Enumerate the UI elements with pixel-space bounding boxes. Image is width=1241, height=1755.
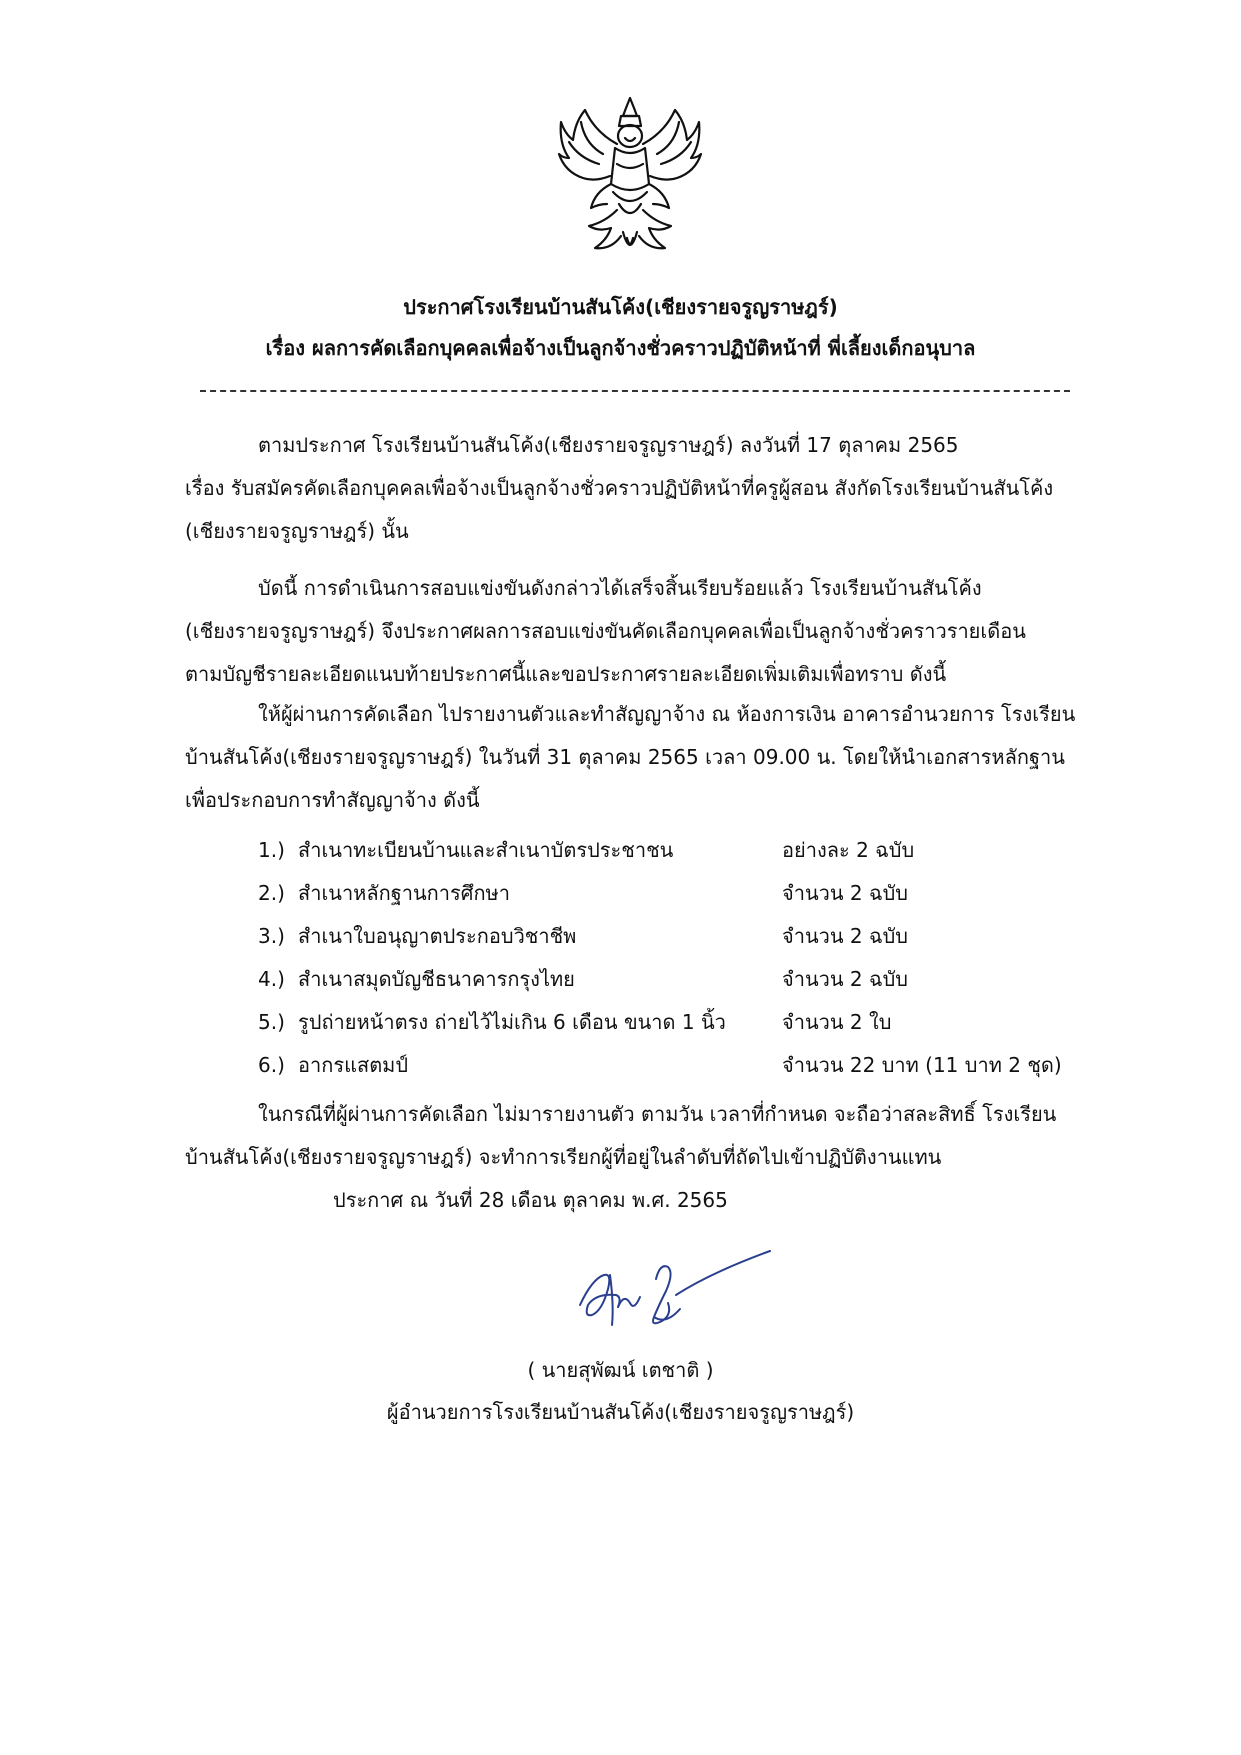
list-item-text: สำเนาหลักฐานการศึกษา	[298, 881, 510, 905]
list-item-text: อากรแสตมป์	[298, 1053, 409, 1077]
list-item-quantity: จำนวน 22 บาท (11 บาท 2 ชุด)	[782, 1053, 1062, 1077]
list-item-text: สำเนาใบอนุญาตประกอบวิชาชีพ	[298, 924, 577, 948]
list-item-quantity: จำนวน 2 ฉบับ	[782, 967, 908, 991]
paragraph-forfeit-notice	[185, 1093, 1085, 1179]
signer-position: ผู้อำนวยการโรงเรียนบ้านสันโค้ง(เชียงรายจรูญราษฎร์)	[386, 1400, 855, 1424]
paragraph-line: เพื่อประกอบการทำสัญญาจ้าง ดังนี้	[185, 788, 480, 812]
paragraph-line: บ้านสันโค้ง(เชียงรายจรูญราษฎร์) ในวันที่ 31 ตุลาคม 2565 เวลา 09.00 น. โดยให้นำเอกสารหลักฐาน	[185, 745, 1065, 769]
paragraph-line: ในกรณีที่ผู้ผ่านการคัดเลือก ไม่มารายงานตัว ตามวัน เวลาที่กำหนด จะถือว่าสละสิทธิ์ โรงเรียน	[258, 1102, 1057, 1126]
list-item	[258, 915, 1088, 958]
paragraph-line: เรื่อง รับสมัครคัดเลือกบุคคลเพื่อจ้างเป็นลูกจ้างชั่วคราวปฏิบัติหน้าที่ครูผู้สอน สังกัดโรงเรียนบ้านสันโค้ง	[185, 476, 1054, 500]
paragraph-line: ตามประกาศ โรงเรียนบ้านสันโค้ง(เชียงรายจรูญราษฎร์) ลงวันที่ 17 ตุลาคม 2565	[258, 433, 959, 457]
garuda-emblem-icon	[555, 92, 705, 262]
paragraph-report-instructions	[185, 693, 1085, 822]
list-item-number: 4.)	[258, 967, 285, 991]
announcement-subject: เรื่อง ผลการคัดเลือกบุคคลเพื่อจ้างเป็นลูกจ้างชั่วคราวปฏิบัติหน้าที่ พี่เลี้ยงเด็กอนุบาล	[265, 336, 976, 360]
list-item	[258, 958, 1088, 1001]
paragraph-line: ให้ผู้ผ่านการคัดเลือก ไปรายงานตัวและทำสัญญาจ้าง ณ ห้องการเงิน อาคารอำนวยการ โรงเรียน	[258, 702, 1076, 726]
list-item-quantity: จำนวน 2 ใบ	[782, 1010, 892, 1034]
required-documents-list	[258, 829, 1088, 1087]
list-item	[258, 872, 1088, 915]
announcement-date: ประกาศ ณ วันที่ 28 เดือน ตุลาคม พ.ศ. 2565	[333, 1188, 728, 1212]
paragraph-reference	[185, 424, 1085, 553]
list-item	[258, 1001, 1088, 1044]
list-item-quantity: อย่างละ 2 ฉบับ	[782, 838, 915, 862]
handwritten-signature	[570, 1245, 780, 1340]
list-item-text: สำเนาสมุดบัญชีธนาคารกรุงไทย	[298, 967, 575, 991]
dashed-divider	[200, 390, 1070, 392]
list-item-quantity: จำนวน 2 ฉบับ	[782, 924, 908, 948]
list-item-number: 2.)	[258, 881, 285, 905]
paragraph-line: บัดนี้ การดำเนินการสอบแข่งขันดังกล่าวได้เสร็จสิ้นเรียบร้อยแล้ว โรงเรียนบ้านสันโค้ง	[258, 576, 982, 600]
list-item-number: 6.)	[258, 1053, 285, 1077]
paragraph-line: (เชียงรายจรูญราษฎร์) จึงประกาศผลการสอบแข่งขันคัดเลือกบุคคลเพื่อเป็นลูกจ้างชั่วคราวรายเดือน	[185, 619, 1026, 643]
list-item	[258, 829, 1088, 872]
paragraph-line: (เชียงรายจรูญราษฎร์) นั้น	[185, 519, 409, 543]
list-item	[258, 1044, 1088, 1087]
list-item-text: สำเนาทะเบียนบ้านและสำเนาบัตรประชาชน	[298, 838, 674, 862]
paragraph-result	[185, 567, 1085, 696]
list-item-number: 3.)	[258, 924, 285, 948]
signer-name: ( นายสุพัฒน์ เตชาติ )	[527, 1358, 714, 1382]
list-item-quantity: จำนวน 2 ฉบับ	[782, 881, 908, 905]
paragraph-line: ตามบัญชีรายละเอียดแนบท้ายประกาศนี้และขอประกาศรายละเอียดเพิ่มเติมเพื่อทราบ ดังนี้	[185, 662, 947, 686]
announcement-title: ประกาศโรงเรียนบ้านสันโค้ง(เชียงรายจรูญราษฎร์)	[403, 295, 838, 319]
list-item-text: รูปถ่ายหน้าตรง ถ่ายไว้ไม่เกิน 6 เดือน ขนาด 1 นิ้ว	[298, 1010, 726, 1034]
paragraph-line: บ้านสันโค้ง(เชียงรายจรูญราษฎร์) จะทำการเรียกผู้ที่อยู่ในลำดับที่ถัดไปเข้าปฏิบัติงานแทน	[185, 1145, 942, 1169]
list-item-number: 5.)	[258, 1010, 285, 1034]
list-item-number: 1.)	[258, 838, 285, 862]
